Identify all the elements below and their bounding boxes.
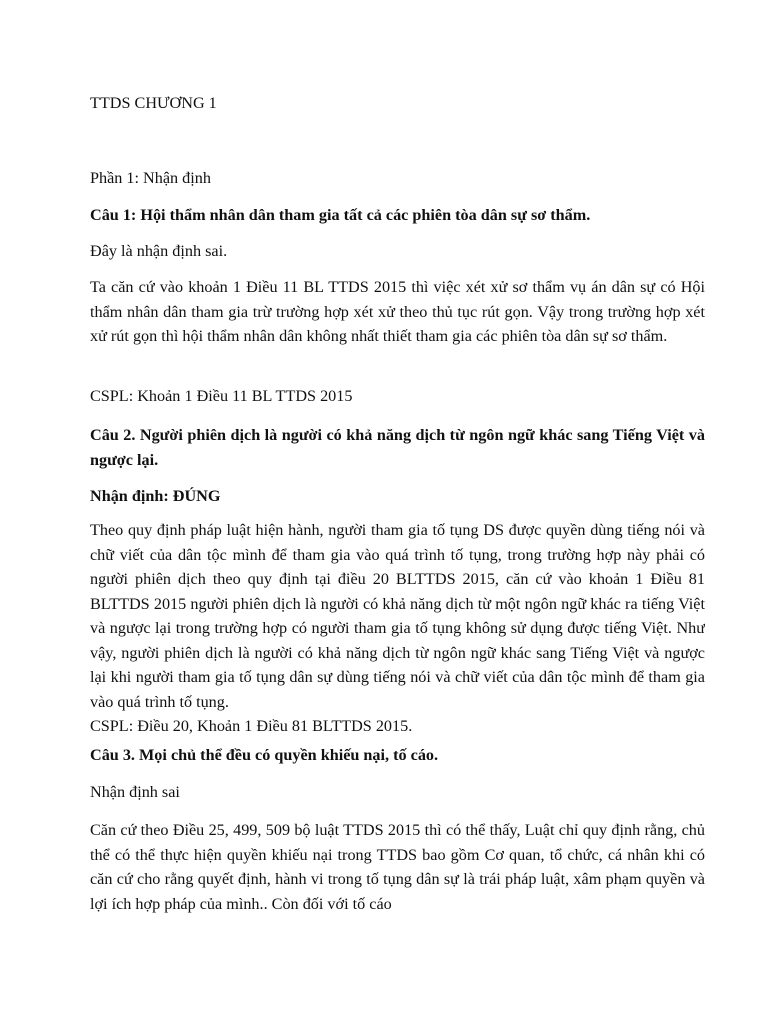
question-3-explanation: Căn cứ theo Điều 25, 499, 509 bộ luật TTDS 2015 thì có thể thấy, Luật chỉ quy định rằng, chủ thể có thể thực hiện quyền khiếu nại trong TTDS bao gồm Cơ quan, tổ chức, cá nhân khi có căn cứ cho rằng quyết định, hành vi trong tố tụng dân sự là trái pháp luật, xâm phạm quyền và lợi ích hợp pháp của mình.. Còn đối với tố cáo	[90, 821, 705, 913]
question-3-verdict: Nhận định sai	[90, 783, 180, 801]
question-1-legal-basis: CSPL: Khoản 1 Điều 11 BL TTDS 2015	[90, 387, 353, 405]
question-1: Câu 1: Hội thẩm nhân dân tham gia tất cả các phiên tòa dân sự sơ thẩm.	[90, 206, 591, 224]
question-2-legal-basis: CSPL: Điều 20, Khoản 1 Điều 81 BLTTDS 2015.	[90, 717, 413, 735]
question-1-explanation: Ta căn cứ vào khoản 1 Điều 11 BL TTDS 2015 thì việc xét xử sơ thẩm vụ án dân sự có Hội thẩm nhân dân tham gia trừ trường hợp xét xử theo thủ tục rút gọn. Vậy trong trường hợp xét xử rút gọn thì hội thẩm nhân dân không nhất thiết tham gia các phiên tòa dân sự sơ thẩm.	[90, 278, 705, 345]
document-page	[90, 0, 705, 1024]
question-2-verdict: Nhận định: ĐÚNG	[90, 487, 221, 505]
question-2: Câu 2. Người phiên dịch là người có khả năng dịch từ ngôn ngữ khác sang Tiếng Việt và ngược lại.	[90, 426, 705, 469]
section-heading: Phần 1: Nhận định	[90, 169, 211, 187]
question-2-explanation: Theo quy định pháp luật hiện hành, người tham gia tố tụng DS được quyền dùng tiếng nói và chữ viết của dân tộc mình để tham gia vào quá trình tố tụng, trong trường hợp này phải có người phiên dịch theo quy định tại điều 20 BLTTDS 2015, căn cứ vào khoản 1 Điều 81 BLTTDS 2015 người phiên dịch là người có khả năng dịch từ một ngôn ngữ khác ra tiếng Việt và ngược lại trong trường hợp có người tham gia tố tụng không sử dụng được tiếng Việt. Như vậy, người phiên dịch là người có khả năng dịch từ ngôn ngữ khác sang Tiếng Việt và ngược lại khi người tham gia tố tụng dân sự dùng tiếng nói và chữ viết của dân tộc mình để tham gia vào quá trình tố tụng.	[90, 521, 705, 711]
question-3: Câu 3. Mọi chủ thể đều có quyền khiếu nại, tố cáo.	[90, 746, 439, 764]
question-1-verdict: Đây là nhận định sai.	[90, 242, 228, 260]
document-title: TTDS CHƯƠNG 1	[90, 94, 217, 112]
